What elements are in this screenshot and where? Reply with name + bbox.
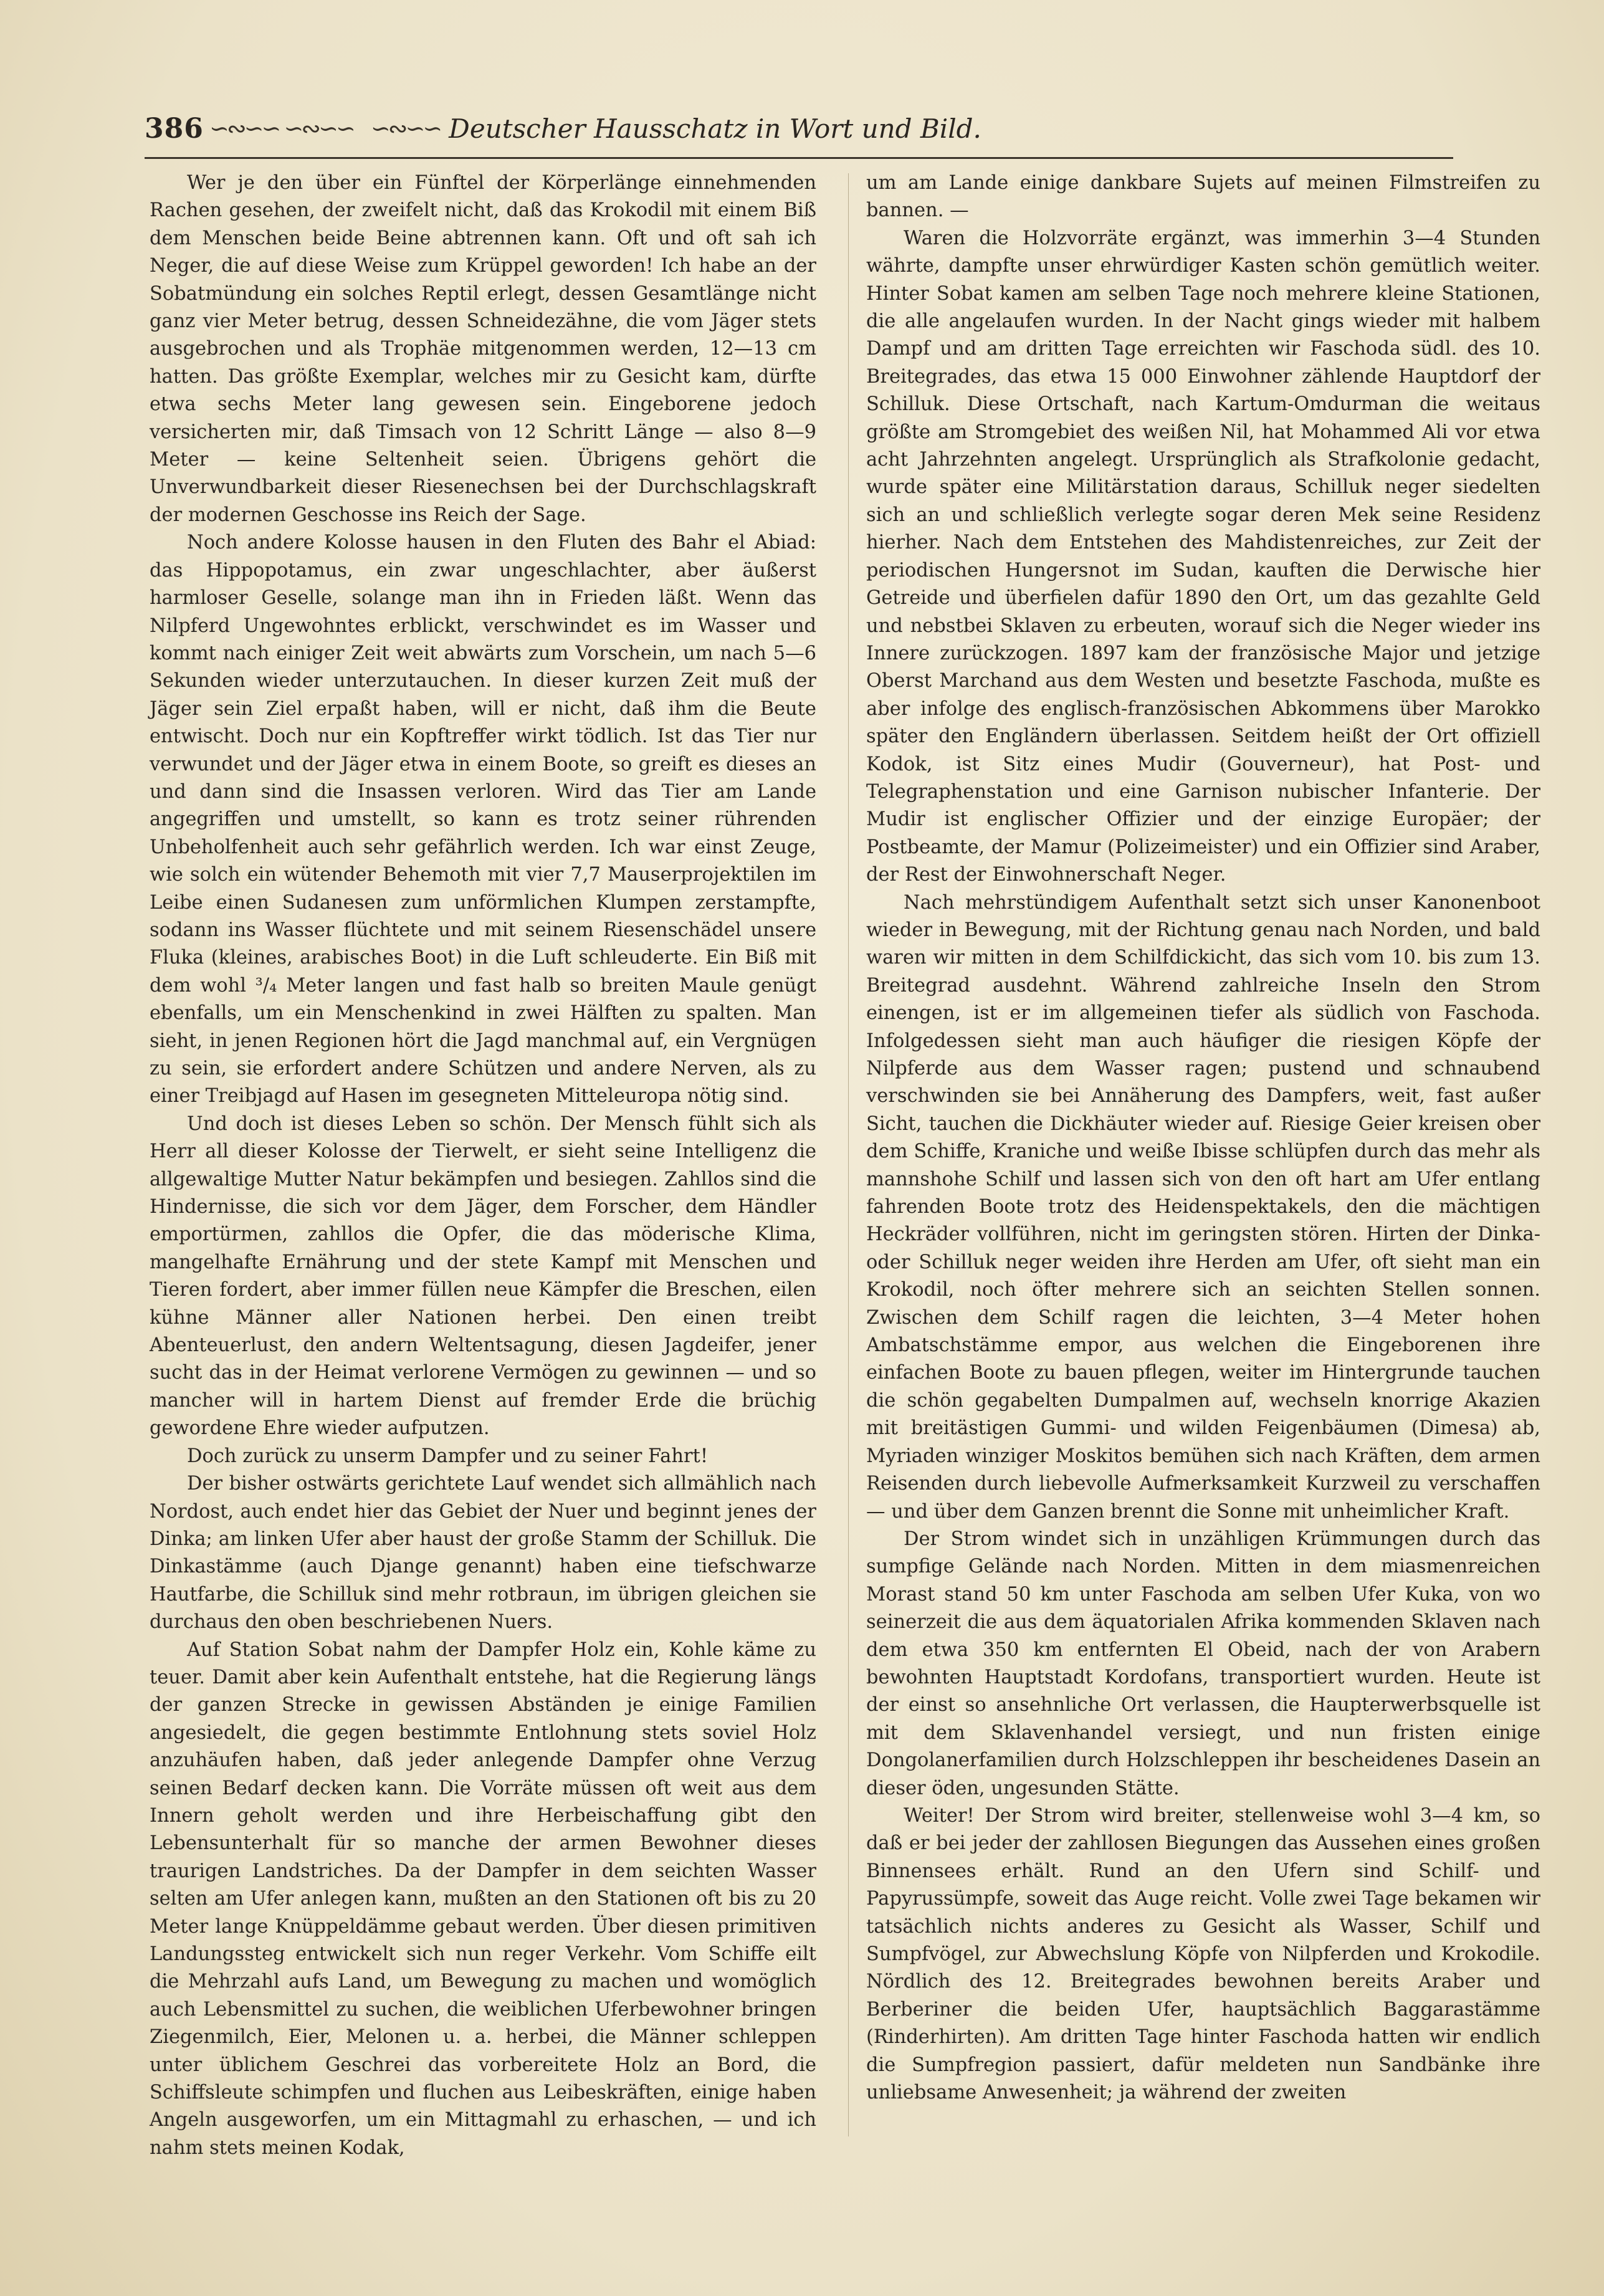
paragraph: Der bisher ostwärts gerichtete Lauf wendet sich allmählich nach Nordost, auch endet hier das Gebiet der Nuer und beginnt jenes der Dinka; am linken Ufer aber haust der große Stamm der Schilluk. Die Dinkastämme (auch Djange genannt) haben eine tiefschwarze Hautfarbe, die Schilluk sind mehr rotbraun, im übrigen gleichen sie durchaus den oben beschriebenen Nuers. (150, 1473, 816, 1634)
left-column (150, 170, 816, 2162)
right-column (866, 170, 1540, 2107)
ornament-mid: ∽∾∽∽ (370, 115, 441, 142)
paragraph: Doch zurück zu unserm Dampfer und zu seiner Fahrt! (187, 1445, 709, 1467)
paragraph: Und doch ist dieses Leben so schön. Der Mensch fühlt sich als Herr all dieser Kolosse der Tierwelt, er sieht seine Intelligenz die allgewaltige Mutter Natur bekämpfen und besiegen. Zahllos sind die Hindernisse, die sich vor dem Jäger, dem Forscher, dem Händler emportürmen, zahllos die Opfer, die das möderische Klima, mangelhafte Ernährung und der stete Kampf mit Menschen und Tieren fordert, aber immer füllen neue Kämpfer die Breschen, eilen kühne Männer aller Nationen herbei. Den einen treibt Abenteuerlust, den andern Weltentsagung, diesen Jagdeifer, jener sucht das in der Heimat verlorene Vermögen zu gewinnen — und so mancher will in hartem Dienst auf fremder Erde die brüchig gewordene Ehre wieder aufputzen. (150, 1112, 816, 1440)
header-rule (145, 157, 1453, 159)
paragraph: Noch andere Kolosse hausen in den Fluten des Bahr el Abiad: das Hippopotamus, ein zwar ungeschlachter, aber äußerst harmloser Geselle, solange man ihn in Frieden läßt. Wenn das Nilpferd Ungewohntes erblickt, verschwindet es im Wasser und kommt nach einiger Zeit weit abwärts zum Vorschein, um nach 5—6 Sekunden wieder unterzutauchen. In dieser kurzen Zeit muß der Jäger sein Ziel erpaßt haben, will er nicht, daß ihm die Beute entwischt. Doch nur ein Kopftreffer wirkt tödlich. Ist das Tier nur verwundet und der Jäger etwa in einem Boote, so greift es dieses an und dann sind die Insassen verloren. Wird das Tier am Lande angegriffen und umstellt, so kann es trotz seiner rührenden Unbeholfenheit auch sehr gefährlich werden. Ich war einst Zeuge, wie solch ein wütender Behemoth mit vier 7,7 Mauserprojektilen im Leibe einen Sudanesen zum unförmlichen Klumpen zerstampfte, sodann ins Wasser flüchtete und mit seinem Riesenschädel unsere Fluka (kleines, arabisches Boot) in die Luft schleuderte. Ein Biß mit dem wohl ³/₄ Meter langen und fast halb so breiten Maule genügt ebenfalls, um ein Menschenkind in zwei Hälften zu spalten. Man sieht, in jenen Regionen hört die Jagd manchmal auf, ein Vergnügen zu sein, sie erfordert andere Schützen und andere Nerven, als zu einer Treibjagd auf Hasen im gesegneten Mitteleuropa nötig sind. (150, 532, 816, 1107)
paragraph: Nach mehrstündigem Aufenthalt setzt sich unser Kanonenboot wieder in Bewegung, mit der Richtung genau nach Norden, und bald waren wir mitten in dem Schilfdickicht, das sich vom 10. bis zum 13. Breitegrad ausdehnt. Während zahlreiche Inseln den Strom einengen, ist er im allgemeinen tiefer als südlich von Faschoda. Infolgedessen sieht man auch häufiger die riesigen Köpfe der Nilpferde aus dem Wasser ragen; pustend und schnaubend verschwinden sie bei Annäherung des Dampfers, weit, fast außer Sicht, tauchen die Dickhäuter wieder auf. Riesige Geier kreisen ober dem Schiffe, Kraniche und weiße Ibisse schlüpfen durch das mehr als mannshohe Schilf und lassen sich von den oft hart am Ufer entlang fahrenden Boote trotz des Heidenspektakels, den die mächtigen Heckräder vollführen, nicht im geringsten stören. Hirten der Dinka- oder Schilluk neger weiden ihre Herden am Ufer, oft sieht man ein Krokodil, noch öfter mehrere sich an seichten Stellen sonnen. Zwischen dem Schilf ragen die leichten, 3—4 Meter hohen Ambatschstämme empor, aus welchen die Eingeborenen ihre einfachen Boote zu bauen pflegen, weiter im Hintergrunde tauchen die schön gegabelten Dumpalmen auf, wechseln knorrige Akazien mit breitästigen Gummi- und wilden Feigenbäumen (Dimesa) ab, Myriaden winziger Moskitos bemühen sich nach Kräften, dem armen Reisenden durch liebevolle Aufmerksamkeit Kurzweil zu verschaffen — und über dem Ganzen brennt die Sonne mit unheimlicher Kraft. (866, 891, 1540, 1523)
column-divider (848, 173, 849, 2136)
paragraph: Der Strom windet sich in unzähligen Krümmungen durch das sumpfige Gelände nach Norden. Mitten in dem miasmenreichen Morast stand 50 km unter Faschoda am selben Ufer Kuka, von wo seinerzeit die aus dem äquatorialen Afrika kommenden Sklaven nach dem etwa 350 km entfernten El Obeid, nach der von Arabern bewohnten Hauptstadt Kordofans, transportiert wurden. Heute ist der einst so ansehnliche Ort verlassen, die Haupterwerbsquelle ist mit dem Sklavenhandel versiegt, und nun fristen einige Dongolanerfamilien durch Holzschleppen ihr bescheidenes Dasein an dieser öden, ungesunden Stätte. (866, 1528, 1540, 1799)
paragraph: Auf Station Sobat nahm der Dampfer Holz ein, Kohle käme zu teuer. Damit aber kein Aufenthalt entstehe, hat die Regierung längs der ganzen Strecke in gewissen Abständen je einige Familien angesiedelt, die gegen bestimmte Entlohnung stets soviel Holz anzuhäufen haben, daß jeder anlegende Dampfer ohne Verzug seinen Bedarf decken kann. Die Vorräte müssen oft weit aus dem Innern geholt werden und ihre Herbeischaffung gibt den Lebensunterhalt für so manche der armen Bewohner dieses traurigen Landstriches. Da der Dampfer in dem seichten Wasser selten am Ufer anlegen kann, mußten an den Stationen oft bis zu 20 Meter lange Knüppeldämme gebaut werden. Über diesen primitiven Landungssteg entwickelt sich nun reger Verkehr. Vom Schiffe eilt die Mehrzahl aufs Land, um Bewegung zu machen und womöglich auch Lebensmittel zu suchen, die weiblichen Uferbewohner bringen Ziegenmilch, Eier, Melonen u. a. herbei, die Männer schleppen unter üblichem Geschrei das vorbereitete Holz an Bord, die Schiffsleute schimpfen und fluchen aus Leibeskräften, einige haben Angeln ausgeworfen, um ein Mittagmahl zu erhaschen, — und ich nahm stets meinen Kodak, (150, 1638, 816, 2159)
page-number: 386 (145, 112, 204, 145)
running-header (145, 105, 1453, 152)
ornament-left: ∽∾∽∽ ∽∾∽∽ (209, 115, 353, 142)
paragraph: Wer je den über ein Fünftel der Körperlänge einnehmenden Rachen gesehen, der zweifelt nicht, daß das Krokodil mit einem Biß dem Menschen beide Beine abtrennen kann. Oft und oft sah ich Neger, die auf diese Weise zum Krüppel geworden! Ich habe an der Sobatmündung ein solches Reptil erlegt, dessen Gesamtlänge nicht ganz vier Meter betrug, dessen Schneidezähne, die vom Jäger stets ausgebrochen und als Trophäe mitgenommen werden, 12—13 cm hatten. Das größte Exemplar, welches mir zu Gesicht kam, dürfte etwa sechs Meter lang gewesen sein. Eingeborene jedoch versicherten mir, daß Timsach von 12 Schritt Länge — also 8—9 Meter — keine Seltenheit seien. Übrigens gehört die Unverwundbarkeit dieser Riesenechsen bei der Durchschlagskraft der modernen Geschosse ins Reich der Sage. (150, 172, 816, 526)
running-title: Deutscher Hausschatz in Wort und Bild. (449, 113, 981, 144)
paragraph: Waren die Holzvorräte ergänzt, was immerhin 3—4 Stunden währte, dampfte unser ehrwürdiger Kasten schön gemütlich weiter. Hinter Sobat kamen am selben Tage noch mehrere kleine Stationen, die alle angelaufen wurden. In der Nacht gings wieder mit halbem Dampf und am dritten Tage erreichten wir Faschoda südl. des 10. Breitegrades, das etwa 15 000 Einwohner zählende Hauptdorf der Schilluk. Diese Ortschaft, nach Kartum-Omdurman die weitaus größte am Stromgebiet des weißen Nil, hat Mohammed Ali vor etwa acht Jahrzehnten angelegt. Ursprünglich als Strafkolonie gedacht, wurde später eine Militärstation daraus, Schilluk neger siedelten sich an und schließlich verlegte sogar deren Mek seine Residenz hierher. Nach dem Entstehen des Mahdistenreiches, zur Zeit der periodischen Hungersnot im Sudan, kauften die Derwische hier Getreide und überfielen dafür 1890 den Ort, um das gezahlte Geld und nebstbei Sklaven zu erbeuten, worauf sich die Neger wieder ins Innere zurückzogen. 1897 kam der französische Major und jetzige Oberst Marchand aus dem Westen und besetzte Faschoda, mußte es aber infolge des englisch-französischen Abkommens über Marokko später den Engländern überlassen. Seitdem heißt der Ort offiziell Kodok, ist Sitz eines Mudir (Gouverneur), hat Post- und Telegraphenstation und eine Garnison nubischer Infanterie. Der Mudir ist englischer Offizier und der einzige Europäer; der Postbeamte, der Mamur (Polizeimeister) und ein Offizier sind Araber, der Rest der Einwohnerschaft Neger. (866, 227, 1540, 886)
paragraph: um am Lande einige dankbare Sujets auf meinen Filmstreifen zu bannen. — (866, 172, 1540, 222)
paragraph: Weiter! Der Strom wird breiter, stellenweise wohl 3—4 km, so daß er bei jeder der zahllosen Biegungen das Aussehen eines großen Binnensees erhält. Rund an den Ufern sind Schilf- und Papyrussümpfe, soweit das Auge reicht. Volle zwei Tage bekamen wir tatsächlich nichts anderes zu Gesicht als Wasser, Schilf und Sumpfvögel, zur Abwechslung Köpfe von Nilpferden und Krokodile. Nördlich des 12. Breitegrades bewohnen bereits Araber und Berberiner die beiden Ufer, hauptsächlich Baggarastämme (Rinderhirten). Am dritten Tage hinter Faschoda hatten wir endlich die Sumpfregion passiert, dafür meldeten nun Sandbänke ihre unliebsame Anwesenheit; ja während der zweiten (866, 1804, 1540, 2104)
